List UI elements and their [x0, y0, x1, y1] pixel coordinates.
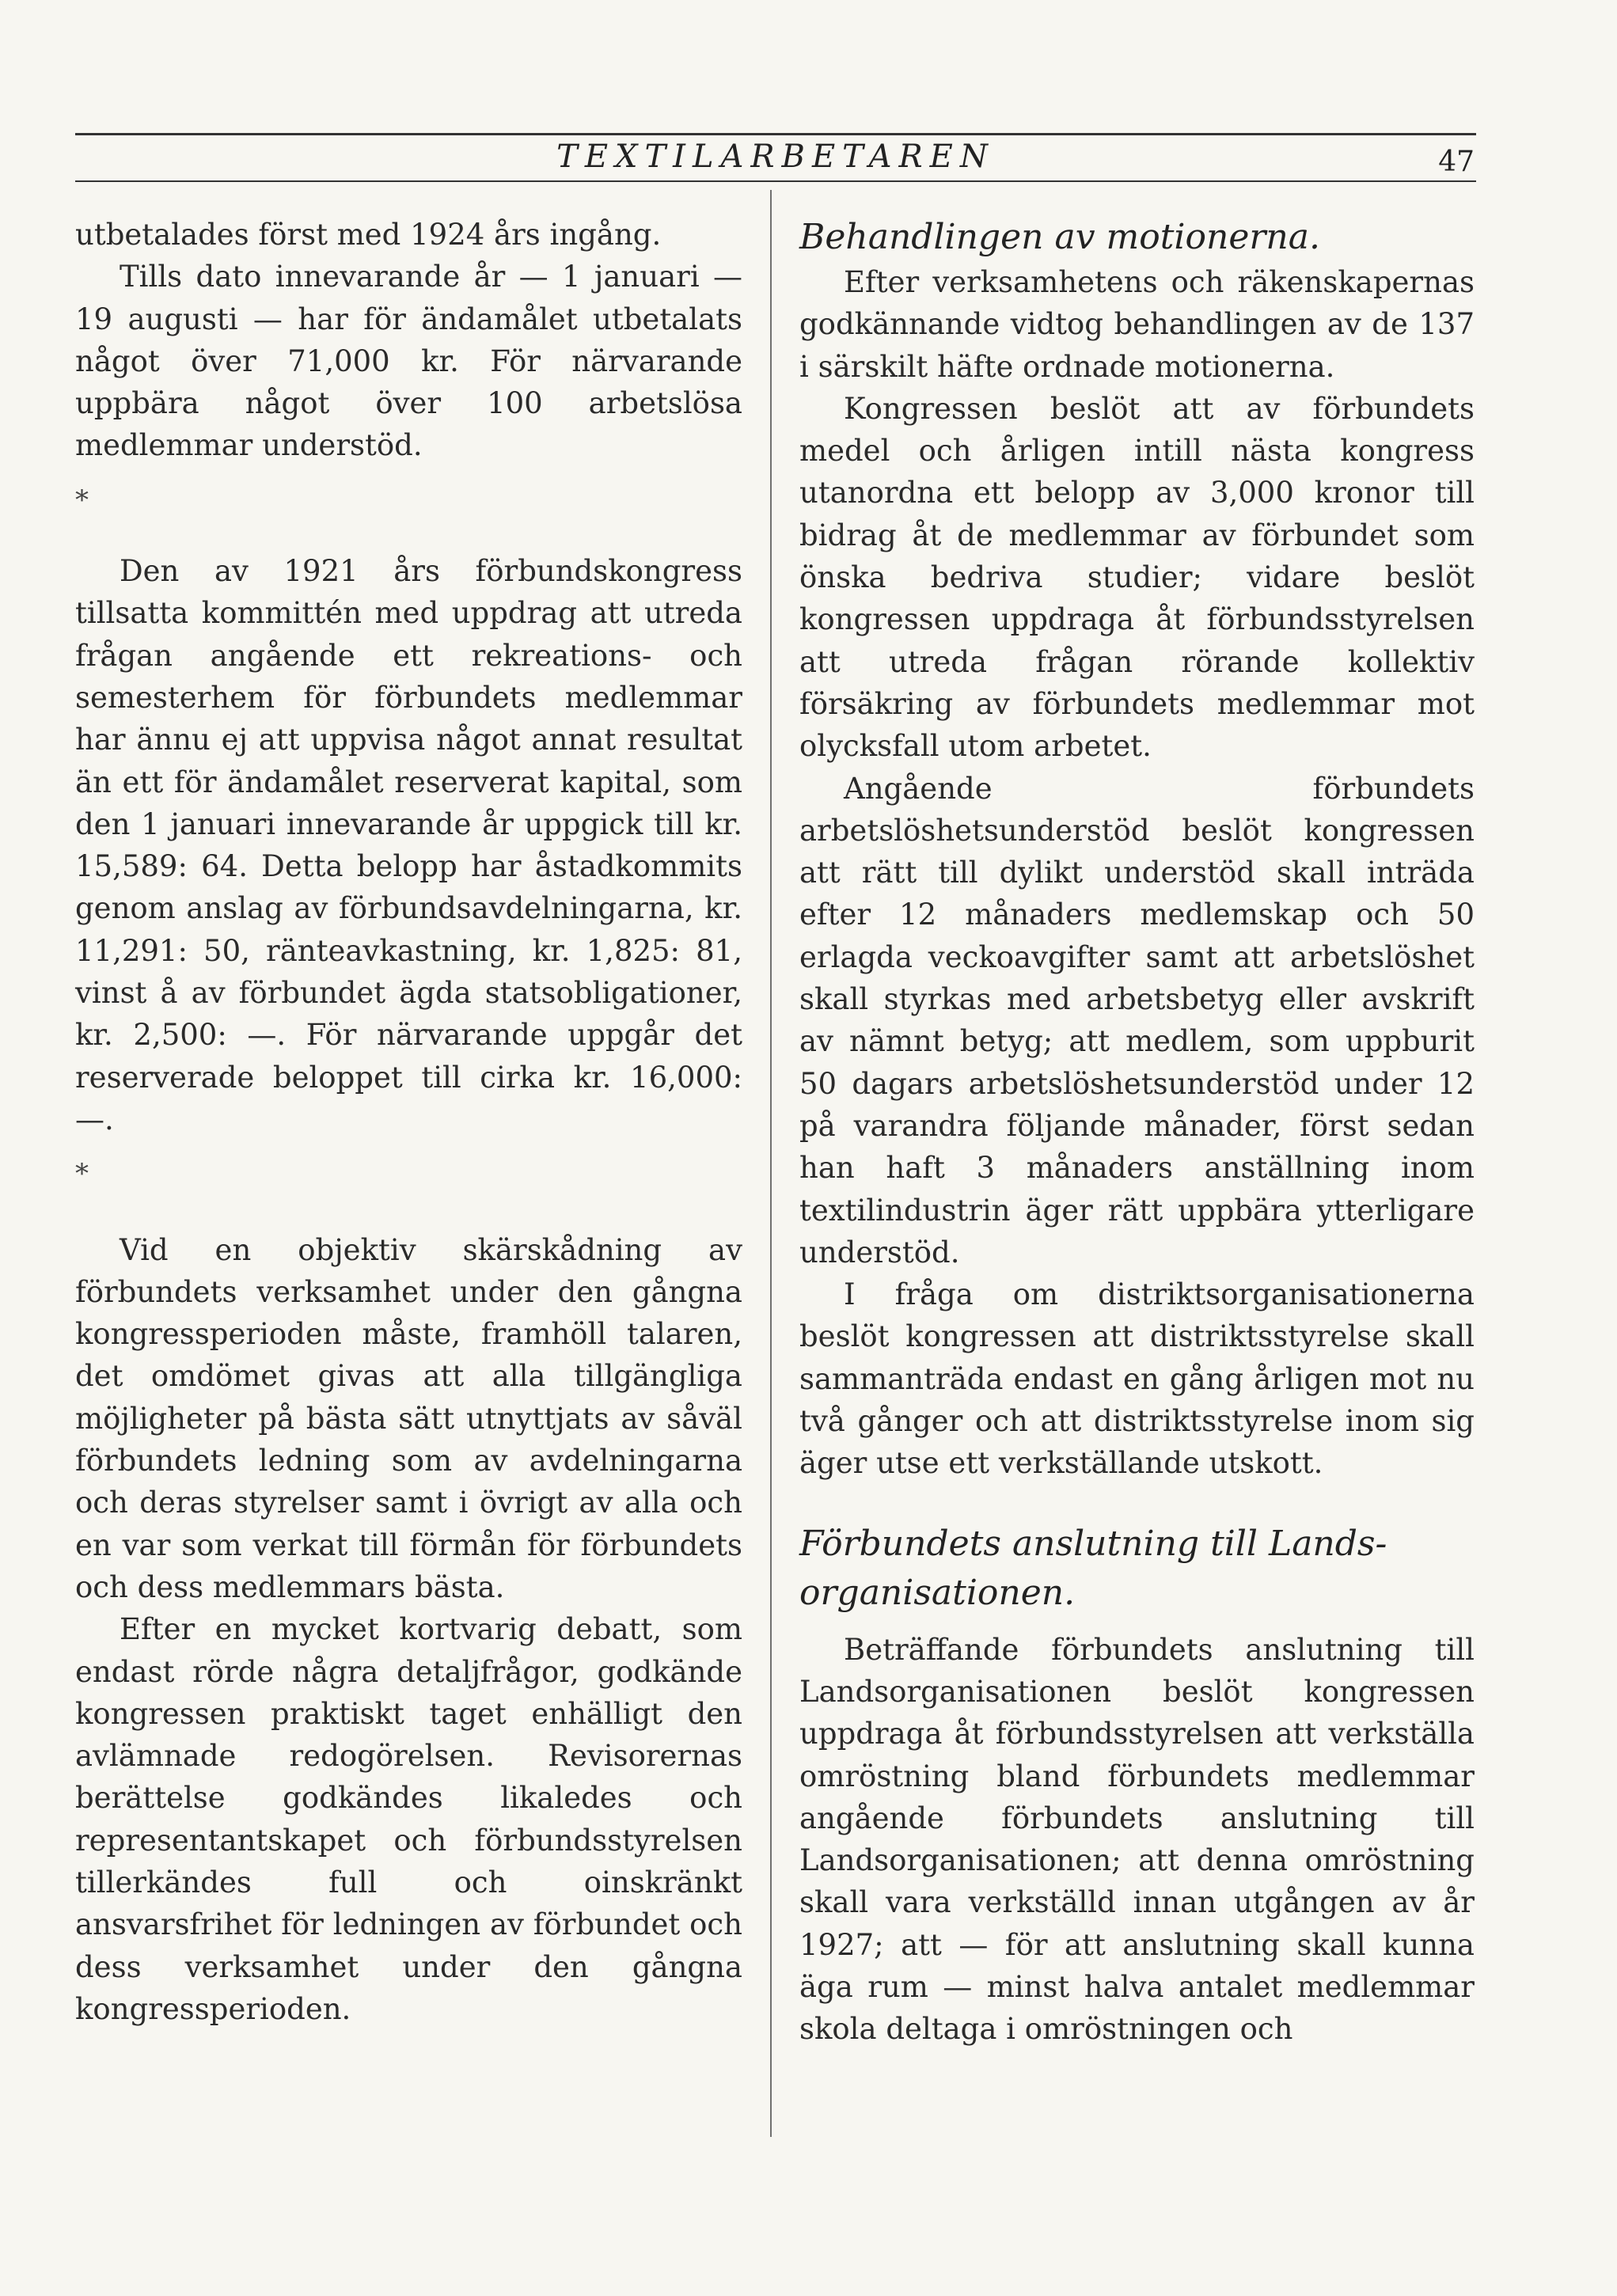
- page-number: 47: [1438, 146, 1475, 178]
- paragraph: Kongressen beslöt att av förbundets medel och årligen intill nästa kongress utanordna ett belopp av 3,000 kronor till bidrag åt de medlemmar av förbundet som önska bedriva studier; vidare beslöt kongressen uppdraga åt förbundsstyrelsen att utreda frågan rörande kollektiv försäkring av förbundets medlemmar mot olycksfall utom arbetet.: [799, 391, 1475, 764]
- section-heading-line: Förbundets anslutning till Lands-: [799, 1523, 1387, 1564]
- paragraph: Angående förbundets arbetslöshetsunderstöd beslöt kongressen att rätt till dylikt understöd skall inträda efter 12 månaders medlemskap och 50 erlagda veckoavgifter samt att arbetslöshet skall styrkas med arbetsbetyg eller avskrift av nämnt betyg; att medlem, som uppburit 50 dagars arbetslöshetsunderstöd under 12 på varandra följande månader, först sedan han haft 3 månaders anställning inom textilindustrin äger rätt uppbära ytterligare understöd.: [799, 771, 1475, 1269]
- section-separator: *: [75, 1158, 89, 1190]
- column-divider: [770, 190, 772, 2137]
- section-heading-line: organisationen.: [799, 1572, 1076, 1613]
- right-column: [799, 214, 1475, 2051]
- section-heading: Behandlingen av motionerna.: [799, 217, 1320, 257]
- running-head: TEXTILARBETAREN: [556, 139, 995, 175]
- left-column: [75, 214, 742, 2030]
- paragraph: utbetalades först med 1924 års ingång.: [75, 218, 662, 252]
- paragraph: Efter verksamhetens och räkenskapernas godkännande vidtog behandlingen av de 137 i särskilt häfte ordnade motionerna.: [799, 265, 1475, 384]
- paragraph: Efter en mycket kortvarig debatt, som endast rörde några detaljfrågor, godkände kongressen praktiskt taget enhälligt den avlämnade redogörelsen. Revisorernas berättelse godkändes likaledes och representantskapet och förbundsstyrelsen tillerkändes full och oinskränkt ansvarsfrihet för ledningen av förbundet och dess verksamhet under den gångna kongressperioden.: [75, 1612, 742, 2026]
- section-heading-block: [799, 1520, 1475, 1618]
- paragraph: Vid en objektiv skärskådning av förbundets verksamhet under den gångna kongressperioden måste, framhöll talaren, det omdömet givas att alla tillgängliga möjligheter på bästa sätt utnyttjats av såväl förbundets ledning som av avdelningarna och deras styrelser samt i övrigt av alla och en var som verkat till förmån för förbundets och dess medlemmars bästa.: [75, 1232, 742, 1604]
- paragraph: Beträffande förbundets anslutning till Landsorganisationen beslöt kongressen uppdraga åt förbundsstyrelsen att verkställa omröstning bland förbundets medlemmar angående förbundets anslutning till Landsorganisationen; att denna omröstning skall vara verkställd innan utgången av år 1927; att — för att anslutning skall kunna äga rum — minst halva antalet medlemmar skola deltaga i omröstningen och: [799, 1632, 1475, 2047]
- header-bottom-rule: [75, 180, 1476, 182]
- section-separator: *: [75, 484, 89, 516]
- paragraph: Tills dato innevarande år — 1 januari —19 augusti — har för ändamålet utbetalats något över 71,000 kr. För närvarande uppbära något över 100 arbetslösa medlemmar understöd.: [75, 260, 742, 463]
- paragraph: Den av 1921 års förbundskongress tillsatta kommittén med uppdrag att utreda frågan angående ett rekreations- och semesterhem för förbundets medlemmar har ännu ej att uppvisa något annat resultat än ett för ändamålet reserverat kapital, som den 1 januari innevarande år uppgick till kr. 15,589: 64. Detta belopp har åstadkommits genom anslag av förbundsavdelningarna, kr. 11,291: 50, ränteavkastning, kr. 1,825: 81, vinst å av förbundet ägda statsobligationer, kr. 2,500: —. För närvarande uppgår det reserverade beloppet till cirka kr. 16,000: —.: [75, 554, 742, 1137]
- paragraph: I fråga om distriktsorganisationerna beslöt kongressen att distriktsstyrelse skall sammanträda endast en gång årligen mot nu två gånger och att distriktsstyrelse inom sig äger utse ett verkställande utskott.: [799, 1277, 1475, 1481]
